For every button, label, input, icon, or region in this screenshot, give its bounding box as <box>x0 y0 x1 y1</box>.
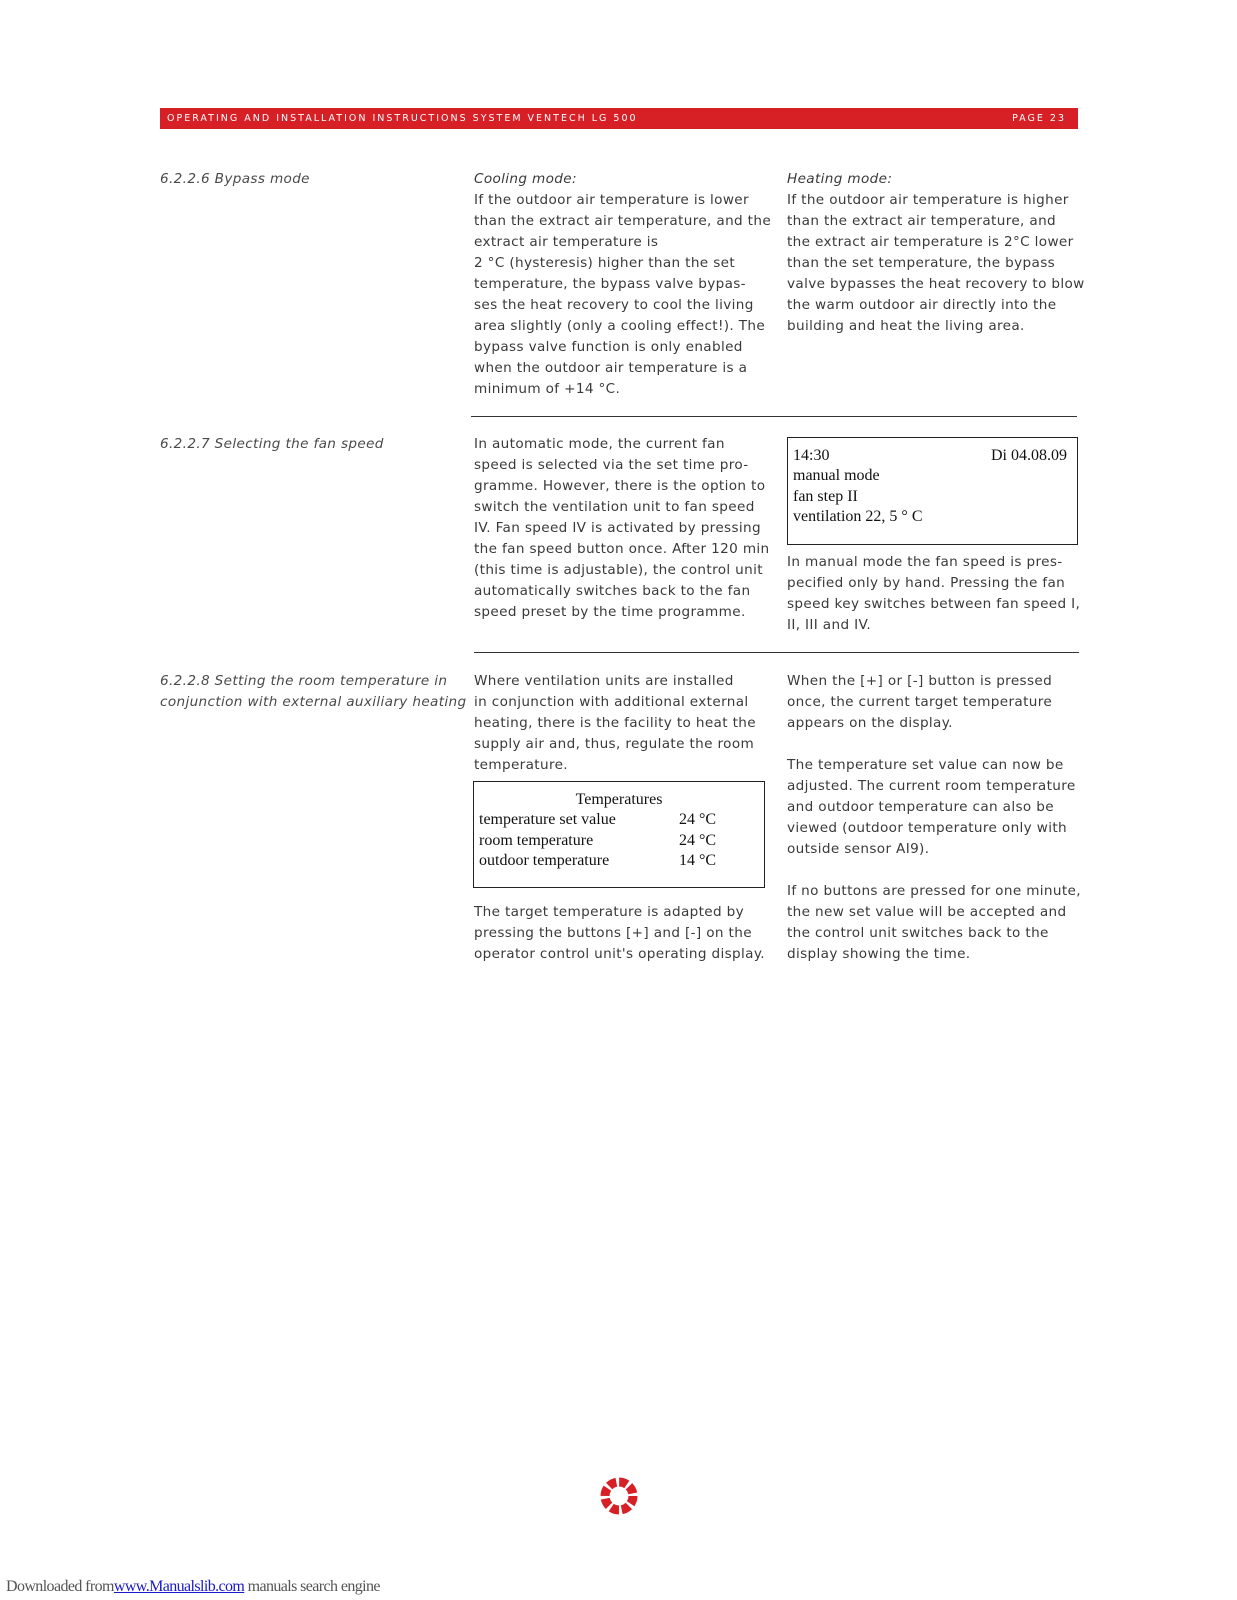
right-line: If no buttons are pressed for one minute, <box>787 883 1081 899</box>
intro-line: heating, there is the facility to heat the <box>474 715 756 731</box>
right-line: and outdoor temperature can also be <box>787 799 1054 815</box>
intro-line: supply air and, thus, regulate the room <box>474 736 755 752</box>
right-line: adjusted. The current room temperature <box>787 778 1076 794</box>
right-line: appears on the display. <box>787 715 953 731</box>
temperatures-display-screen <box>473 781 765 888</box>
cooling-line: extract air temperature is <box>474 234 659 250</box>
cooling-line: area slightly (only a cooling effect!). The <box>474 318 766 334</box>
heating-line: the warm outdoor air directly into the <box>787 297 1057 313</box>
fan-automatic-text <box>474 434 774 623</box>
fan-line: automatically switches back to the fan <box>474 583 751 599</box>
divider <box>471 416 1077 417</box>
manual-line: speed key switches between fan speed I, <box>787 596 1081 612</box>
room-adapt-text <box>474 902 774 965</box>
row-label: temperature set value <box>479 811 616 828</box>
download-footer <box>6 1578 380 1596</box>
fan-line: gramme. However, there is the option to <box>474 478 766 494</box>
fan-manual-text <box>787 552 1087 636</box>
fan-section-title: 6.2.2.7 Selecting the fan speed <box>160 436 384 452</box>
bypass-section-title: 6.2.2.6 Bypass mode <box>160 171 310 187</box>
row-label: outdoor temperature <box>479 852 610 869</box>
heating-line: valve bypasses the heat recovery to blow <box>787 276 1085 292</box>
cooling-line: temperature, the bypass valve bypas- <box>474 276 746 292</box>
manual-line: In manual mode the fan speed is pres- <box>787 554 1063 570</box>
page-number: PAGE 23 <box>1012 113 1066 124</box>
divider <box>474 652 1079 653</box>
display-title: Temperatures <box>575 791 663 808</box>
room-right-text <box>787 671 1087 965</box>
manual-line: pecified only by hand. Pressing the fan <box>787 575 1066 591</box>
heating-line: the extract air temperature is 2°C lower <box>787 234 1074 250</box>
display-mode: manual mode <box>793 467 880 484</box>
cooling-line: 2 °C (hysteresis) higher than the set <box>474 255 736 271</box>
fan-line: (this time is adjustable), the control unit <box>474 562 763 578</box>
fan-line: speed is selected via the set time pro- <box>474 457 749 473</box>
intro-line: Where ventilation units are installed <box>474 673 734 689</box>
footer-prefix: Downloaded from <box>6 1578 114 1595</box>
header-title: OPERATING AND INSTALLATION INSTRUCTIONS SYSTEM VENTECH LG 500 <box>167 113 638 124</box>
cooling-line: than the extract air temperature, and the <box>474 213 772 229</box>
right-line: The temperature set value can now be <box>787 757 1064 773</box>
room-section-title <box>160 671 466 713</box>
fan-line: switch the ventilation unit to fan speed <box>474 499 755 515</box>
room-intro-text <box>474 671 774 776</box>
right-line: viewed (outdoor temperature only with <box>787 820 1067 836</box>
display-time: 14:30 <box>793 447 830 464</box>
heating-line: than the set temperature, the bypass <box>787 255 1056 271</box>
display-ventilation: ventilation 22, 5 ° C <box>793 508 923 525</box>
cooling-line: when the outdoor air temperature is a <box>474 360 748 376</box>
footer-suffix: manuals search engine <box>244 1578 380 1595</box>
fan-line: IV. Fan speed IV is activated by pressing <box>474 520 761 536</box>
right-line: once, the current target temperature <box>787 694 1053 710</box>
row-value: 24 °C <box>679 832 717 849</box>
header-bar <box>160 108 1078 129</box>
room-title-line: conjunction with external auxiliary heating <box>160 694 467 710</box>
right-line: When the [+] or [-] button is pressed <box>787 673 1053 689</box>
display-fan-step: fan step II <box>793 488 858 505</box>
right-line: display showing the time. <box>787 946 971 962</box>
manualslib-link[interactable]: www.Manualslib.com <box>113 1578 245 1595</box>
room-title-line: 6.2.2.8 Setting the room temperature in <box>160 673 448 689</box>
adapt-line: pressing the buttons [+] and [-] on the <box>474 925 752 941</box>
cooling-line: bypass valve function is only enabled <box>474 339 743 355</box>
fan-line: speed preset by the time programme. <box>474 604 746 620</box>
adapt-line: operator control unit's operating display. <box>474 946 765 962</box>
brand-logo-icon <box>599 1476 639 1516</box>
fan-line: the fan speed button once. After 120 min <box>474 541 770 557</box>
fan-display-screen <box>787 437 1078 545</box>
row-label: room temperature <box>479 832 594 849</box>
heating-line: than the extract air temperature, and <box>787 213 1057 229</box>
cooling-line: minimum of +14 °C. <box>474 381 621 397</box>
right-line: the new set value will be accepted and <box>787 904 1067 920</box>
adapt-line: The target temperature is adapted by <box>474 904 745 920</box>
fan-line: In automatic mode, the current fan <box>474 436 725 452</box>
row-value: 24 °C <box>679 811 717 828</box>
right-line: the control unit switches back to the <box>787 925 1049 941</box>
cooling-heading: Cooling mode: <box>474 171 577 187</box>
row-value: 14 °C <box>679 852 717 869</box>
cooling-line: If the outdoor air temperature is lower <box>474 192 749 208</box>
intro-line: temperature. <box>474 757 568 773</box>
right-line: outside sensor AI9). <box>787 841 930 857</box>
cooling-line: ses the heat recovery to cool the living <box>474 297 754 313</box>
cooling-mode-block <box>474 169 774 400</box>
heating-mode-block <box>787 169 1087 337</box>
heating-line: If the outdoor air temperature is higher <box>787 192 1069 208</box>
manual-line: II, III and IV. <box>787 617 872 633</box>
display-date: Di 04.08.09 <box>991 447 1067 464</box>
heating-heading: Heating mode: <box>787 171 893 187</box>
heating-line: building and heat the living area. <box>787 318 1025 334</box>
intro-line: in conjunction with additional external <box>474 694 749 710</box>
